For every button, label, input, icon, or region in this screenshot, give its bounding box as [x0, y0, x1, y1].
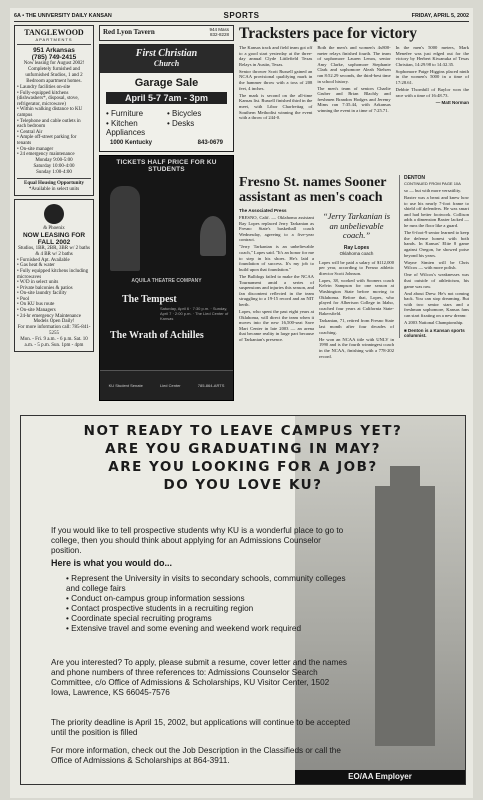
- divider: [17, 44, 91, 45]
- parkway-features: [17, 258, 91, 320]
- denton-kicker: DENTON: [404, 175, 426, 181]
- denton-column-continued: [399, 175, 469, 338]
- continued-from: CONTINUED FROM PAGE 10A: [404, 181, 461, 186]
- tanglewood-address: 951 Arkansas: [33, 47, 75, 54]
- track-story-body: [239, 45, 469, 122]
- story-paragraph: The Bulldogs failed to make the NCAA Tournament amid a series of suspensions and injuries this season, and fan discontent reflected in the team struggling to a 19-15 record and an NIT berth.: [239, 273, 314, 307]
- display-ads-column: [99, 25, 234, 405]
- feature-item: • Fully-equipped kitchens (dishwashers*, disposal, stove, refrigerator, microwave): [17, 90, 79, 107]
- actor-photo: [110, 186, 140, 271]
- divider: [17, 178, 91, 179]
- eeo-label: EO/AA Employer: [295, 770, 465, 784]
- church-garage-sale-ad: [99, 44, 234, 152]
- parkway-hours: Mon. - Fri. 9 a.m. - 6 p.m. Sat. 10 a.m. - 5 p.m. Sun. 1pm - 4pm: [20, 337, 88, 349]
- admissions-job-ad: [20, 415, 466, 785]
- feature-item: • Furnished Apt. Available: [17, 257, 70, 263]
- equal-housing-text: Equal Housing Opportunity: [23, 180, 85, 186]
- sale-item: • Furniture: [106, 109, 144, 118]
- story-paragraph: The mark is second on the all-time Kansas list. Russell finished third in the meet, with Libor Charfreitag of Southern Methodist winning the event with a throw of 244-0.: [239, 92, 313, 121]
- theatre-company: AQUILA THEATRE COMPANY: [131, 278, 202, 284]
- feature-item: • On-site manager: [17, 146, 54, 152]
- fresno-headline: Fresno St. names Sooner assistant as men's coach: [239, 175, 387, 205]
- story-paragraph: A 2003 National Championship.: [404, 320, 464, 326]
- job-headline: DO YOU LOVE KU?: [163, 477, 323, 493]
- job-duties-heading: Here is what you would do...: [51, 558, 173, 568]
- garage-sale-items: [100, 107, 233, 139]
- play-title-achilles: The Wrath of Achilles: [110, 330, 204, 341]
- story-paragraph: so — but with more versatility.: [404, 188, 462, 193]
- feature-item: • 24-hr emergency Maintenance: [17, 313, 81, 319]
- pull-quote: “Jerry Tarkanian is an unbelievable coach.”: [322, 211, 391, 240]
- performance-details: Saturday, April 6 · 7:30 p.m. · Sunday, April 7 · 2:00 p.m. · The Lied Center of Kansas: [160, 306, 229, 321]
- stories-column: [239, 25, 469, 405]
- story-paragraph: FRESNO, Calif. — Oklahoma assistant Ray Lopes replaced Jerry Tarkanian as Fresno State's basketball coach Wednesday, agreeing to a five-year contract.: [239, 215, 314, 243]
- parkway-contact: For more information call: 785-841-5255: [17, 325, 91, 337]
- feature-item: • Telephone and cable outlets in each bedroom: [17, 118, 81, 130]
- story-paragraph: Both the men's and women's 4x800-meter relays finished fourth. The team of sophomore Lauren Lenox, senior Amy Clarke, sophomore Stephanie Clark and sophomore Aleah Nielsen ran 8:52.29 seconds, the third-best time in school history.: [317, 45, 391, 84]
- track-headline: Tracksters pace for victory: [239, 25, 418, 42]
- parkway-models: Models Open Daily!: [33, 319, 75, 325]
- duty-item: • Coordinate special recruiting programs: [66, 614, 356, 624]
- tavern-contact: [209, 27, 229, 37]
- story-paragraph: Baxter was a beast and knew how to use his nearly 7-foot frame to shield off defenders. He was smart and had better footwork. Collison adds a dimension Baxter lacked — he runs the floor like a guard.: [404, 195, 469, 229]
- job-headline: NOT READY TO LEAVE CAMPUS YET?: [83, 423, 403, 439]
- parkway-leasing: NOW LEASING FOR FALL 2002: [22, 231, 86, 246]
- job-more-info: For more information, check out the Job Description in the Classifieds or call the Office of Admissions & Scholarships at 864-3911.: [51, 746, 341, 765]
- job-intro: If you would like to tell prospective students why KU is a wonderful place to go to college, then you should think about applying for an Admissions Counselor position.: [51, 526, 344, 555]
- section-name: SPORTS: [223, 11, 260, 20]
- story-paragraph: One of Wilcox's weaknesses was that outside of athleticism, his game was raw.: [404, 272, 469, 289]
- sale-item: • Desks: [167, 119, 195, 128]
- apartment-ads-column: [14, 25, 94, 405]
- job-deadline: The priority deadline is April 15, 2002, but applications will continue to be accepted until the position is filled: [51, 718, 351, 737]
- story-paragraph: Wayne Simien will be Chris Wilcox — with more polish.: [404, 259, 469, 271]
- ticket-headline: TICKETS HALF PRICE FOR KU STUDENTS: [116, 159, 217, 173]
- sponsor-logo: KU Student Senate: [108, 383, 143, 388]
- newspaper-page: [10, 8, 473, 798]
- tanglewood-hours: Saturday 10:00-4:00: [33, 163, 75, 169]
- feature-item: • Laundry facilities on-site: [17, 85, 71, 90]
- bell-tower-photo: [375, 486, 435, 746]
- columnist-tagline: ■ Denton is a Kansan sports columnist.: [404, 327, 465, 338]
- feature-item: • Within walking distance to KU campus: [17, 107, 83, 118]
- church-contact: [100, 139, 233, 147]
- story-byline: — Matt Norman: [435, 99, 469, 105]
- story-paragraph: "Jerry Tarkanian is an unbelievable coach," Lopes said. "It's an honor for me to step in his shoes. He's laid a foundation of success. It's my job to build upon that foundation.": [239, 244, 314, 272]
- story-paragraph: Senior thrower Scott Russell gained an NCAA provisional qualifying mark in the hammer throw with a toss of 208 feet, 4 inches.: [239, 68, 313, 91]
- job-headline: ARE YOU GRADUATING IN MAY?: [105, 441, 381, 457]
- tavern-address: 944 Mass: [209, 27, 229, 32]
- ticket-phone: 785-864-ARTS: [197, 383, 225, 388]
- tanglewood-sub: APARTMENTS: [35, 37, 73, 42]
- church-banner: [100, 45, 233, 73]
- story-paragraph: The 6-foot-9 senior learned to keep the defense honest with both hands. In Kansas' Elite 8 game against Oregon, he showed poise beyond his years.: [404, 230, 469, 258]
- tanglewood-name: TANGLEWOOD: [24, 28, 84, 37]
- story-paragraph: He won an NCAA title with UNLV in 1990 and is the fourth winningest coach in the NCAA, finishing with a 778-202 record.: [319, 336, 394, 359]
- tanglewood-note: *Available in select units: [28, 186, 80, 192]
- duty-item: • Extensive travel and some evening and weekend work required: [66, 624, 356, 634]
- story-paragraph: Debbie Thornhill of Baylor won the race with a time of 16:48.73.: [395, 87, 469, 98]
- tavern-phone: 832-8228: [209, 32, 229, 37]
- duty-item: • Contact prospective students in a recruiting region: [66, 604, 356, 614]
- pull-quote-affiliation: Oklahoma coach: [339, 250, 374, 256]
- parkway-ad: [14, 199, 94, 353]
- ticket-footer: [100, 370, 233, 400]
- job-headlines: [21, 422, 465, 494]
- feature-item: • W/D in select units: [17, 280, 59, 286]
- story-paragraph: And about Drew. He's not coming back. You can stop dreaming. But with two senior stars and a freshman sophomore, Kansas fans can start fixating on a new dream:: [404, 290, 469, 318]
- header-folio: 6A • THE UNIVERSITY DAILY KANSAN: [14, 13, 112, 19]
- church-name: First Christian: [135, 48, 198, 59]
- story-paragraph: In the men's 5000 meters, Mark Menefee was just edged out for the victory by Herbert Kiwanuka of Texas Christian, 14:29.98 to 14:32.35.: [395, 45, 469, 67]
- job-headline: ARE YOU LOOKING FOR A JOB?: [108, 459, 378, 475]
- story-paragraph: Lopes, 38, worked with Sooners coach Kelvin Sampson for one season at Washington State before moving to Oklahoma. Before that, Lopes, who played for Albertson College in Idaho, coached four years at California State-Bakersfield.: [319, 277, 394, 317]
- feature-item: • Gas heat & water: [17, 263, 55, 269]
- tanglewood-features: [17, 85, 91, 158]
- feature-item: • Ample off-street parking for tenants: [17, 135, 77, 146]
- job-duties-list: [66, 574, 356, 634]
- duty-item: • Represent the University in visits to secondary schools, community colleges and college fairs: [66, 574, 356, 594]
- play-title-tempest: The Tempest: [122, 294, 177, 305]
- fresno-story-body: [239, 208, 394, 361]
- story-paragraph: Lopes, who spent the past eight years at Oklahoma, will direct the team when it moves into the new 16,500-seat Save Mart Center in late 2003 — an arena that became reality in large part because of Tarkanian's presence.: [239, 309, 314, 342]
- church-phone: 843-0679: [197, 140, 223, 146]
- story-source: The Associated Press: [239, 208, 287, 213]
- feature-item: • On-site Managers: [17, 308, 56, 314]
- parkway-header: & Phoenix: [43, 225, 65, 231]
- tanglewood-hours: Monday 9:00-5:00: [35, 157, 73, 163]
- feature-item: • On KU bus route: [17, 302, 55, 308]
- story-paragraph: Sophomore Paige Higgins placed ninth in the women's 5000 in a time of 17:28.61.: [395, 68, 469, 86]
- sale-item: • Kitchen Appliances: [106, 119, 146, 137]
- red-lyon-tavern-ad: [99, 25, 234, 41]
- parkway-units: Studios, 1BR, 2BR, 3BR w/ 2 baths & 4 BR w/ 2 baths: [18, 245, 90, 257]
- duty-item: • Conduct on-campus group information sessions: [66, 594, 356, 604]
- parkway-logo-icon: [44, 204, 64, 224]
- church-name-2: Church: [153, 59, 180, 68]
- feature-item: • On-site laundry facility: [17, 291, 67, 297]
- tanglewood-leasing: Now leasing for August 2002! Completely furnished and unfurnished Studios, 1 and 2 Bedroom apartment homes.: [23, 61, 85, 84]
- feature-item: • Private balconies & patios: [17, 285, 73, 291]
- story-paragraph: The men's team of seniors Charlie Gruber and Brian Blachly and freshmen Brandon Hodges and Jeremy Mims ran 7:35.44, with Arkansas winning the event in a time of 7:25.71.: [317, 85, 391, 114]
- pull-quote-name: Ray Lopes: [343, 244, 370, 251]
- tanglewood-hours: Sunday 1:00-4:00: [36, 169, 72, 175]
- feature-item: • Pool: [17, 296, 30, 302]
- tavern-name: Red Lyon Tavern: [103, 28, 155, 36]
- actor-photo: [200, 216, 226, 256]
- story-paragraph: The Kansas track and field team got off to a good start yesterday at the three-day annual Clyde Littlefield Texas Relays in Austin, Texas.: [239, 45, 313, 67]
- sponsor-logo: Lied Center: [159, 383, 181, 388]
- story-paragraph: Lopes will be paid a salary of $112,000 per year, according to Fresno athletic director Scott Johnson.: [319, 259, 394, 276]
- story-paragraph: Tarkanian, 71, retired from Fresno State last month after four decades of coaching.: [319, 318, 394, 335]
- job-apply-instructions: Are you interested? To apply, please submit a resume, cover letter and the names and phone numbers of three references to: Admissions Counselor Search Committee, c/o Office of Admissions & Scholarships, KU Visitor Center, 1502 Iowa, Lawrence, KS 66045-7576: [51, 658, 347, 697]
- header-date: FRIDAY, APRIL 5, 2002: [411, 13, 469, 19]
- feature-item: • Fully equipped kitchens including microwaves: [17, 268, 89, 280]
- church-address: 1000 Kentucky: [110, 140, 153, 146]
- garage-sale-title: Garage Sale: [134, 77, 199, 89]
- garage-sale-date: April 5-7 7am - 3pm: [106, 92, 227, 104]
- feature-item: • 24 emergency maintenance: [17, 152, 75, 158]
- page-header: [14, 10, 469, 22]
- fresno-story: [239, 175, 394, 361]
- feature-item: • Central Air: [17, 129, 43, 135]
- tanglewood-phone: (785) 749-2415: [31, 54, 77, 61]
- theatre-ticket-ad: [99, 155, 234, 401]
- sale-item: • Bicycles: [167, 109, 202, 118]
- tanglewood-ad: [14, 25, 94, 196]
